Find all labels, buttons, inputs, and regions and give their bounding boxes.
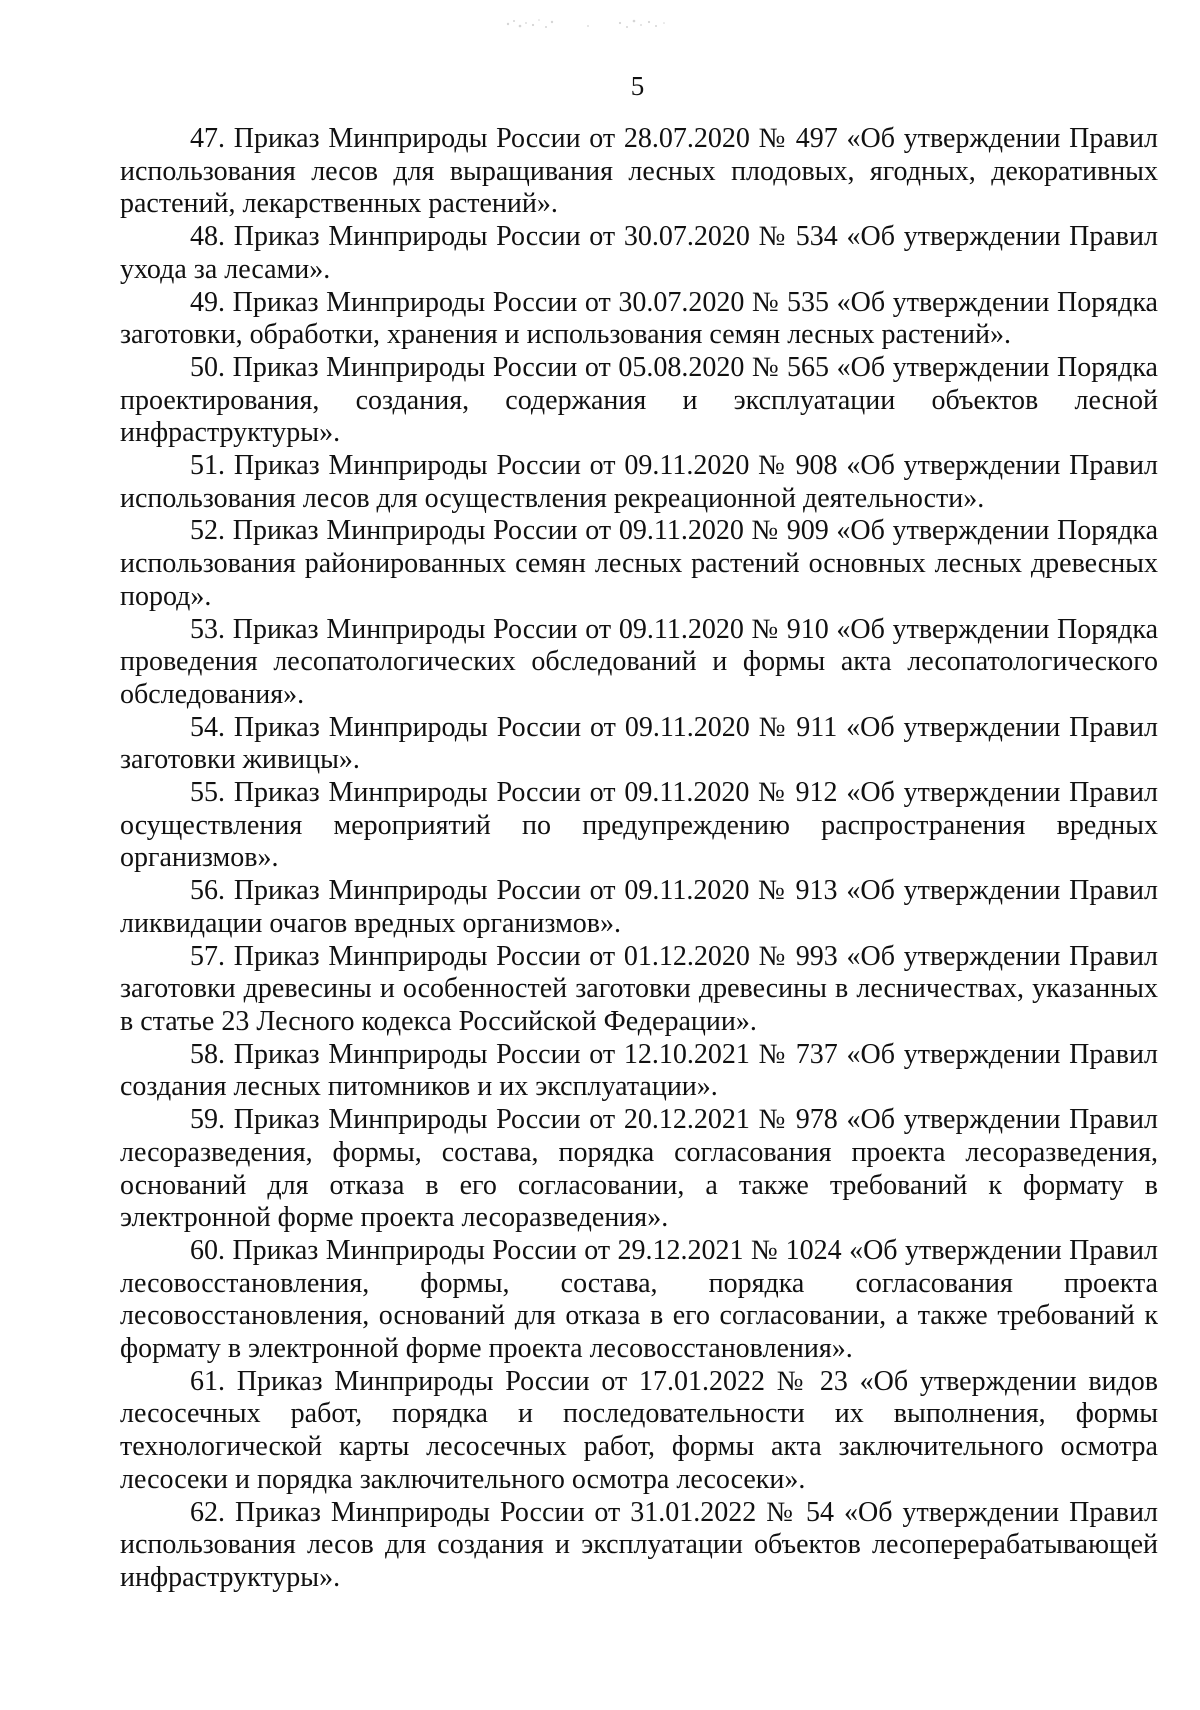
list-item: 52. Приказ Минприроды России от 09.11.2020 № 909 «Об утверждении Порядка использования районированных семян лесных растений основных лесных древесных пород».	[120, 515, 1158, 612]
list-item: 55. Приказ Минприроды России от 09.11.2020 № 912 «Об утверждении Правил осуществления мероприятий по предупреждению распространения вредных организмов».	[120, 777, 1158, 874]
list-item: 50. Приказ Минприроды России от 05.08.2020 № 565 «Об утверждении Порядка проектирования, создания, содержания и эксплуатации объектов лесной инфраструктуры».	[120, 351, 1158, 449]
list-item: 49. Приказ Минприроды России от 30.07.2020 № 535 «Об утверждении Порядка заготовки, обработки, хранения и использования семян лесных растений».	[120, 286, 1158, 351]
list-item: 51. Приказ Минприроды России от 09.11.2020 № 908 «Об утверждении Правил использования лесов для осуществления рекреационной деятельности».	[120, 450, 1158, 514]
list-item: 61. Приказ Минприроды России от 17.01.2022 № 23 «Об утверждении видов лесосечных работ, порядка и последовательности их выполнения, формы технологической карты лесосечных работ, формы акта заключительного осмотра лесосеки и порядка заключительного осмотра лесосеки».	[120, 1365, 1158, 1495]
list-item: 62. Приказ Минприроды России от 31.01.2022 № 54 «Об утверждении Правил использования лесов для создания и эксплуатации объектов лесоперерабатывающей инфраструктуры».	[120, 1496, 1158, 1593]
list-item: 56. Приказ Минприроды России от 09.11.2020 № 913 «Об утверждении Правил ликвидации очагов вредных организмов».	[120, 875, 1158, 939]
list-item: 57. Приказ Минприроды России от 01.12.2020 № 993 «Об утверждении Правил заготовки древесины и особенностей заготовки древесины в лесничествах, указанных в статье 23 Лесного кодекса Российской Федерации».	[120, 940, 1158, 1037]
list-item: 60. Приказ Минприроды России от 29.12.2021 № 1024 «Об утверждении Правил лесовосстановления, формы, состава, порядка согласования проекта лесовосстановления, оснований для отказа в его согласовании, а также требований к формату в электронной форме проекта лесовосстановления».	[120, 1234, 1158, 1365]
list-item: 54. Приказ Минприроды России от 09.11.2020 № 911 «Об утверждении Правил заготовки живицы».	[120, 711, 1158, 776]
list-item: 53. Приказ Минприроды России от 09.11.2020 № 910 «Об утверждении Порядка проведения лесопатологических обследований и формы акта лесопатологического обследования».	[120, 613, 1158, 710]
scan-noise-mark	[500, 14, 680, 36]
list-item: 47. Приказ Минприроды России от 28.07.2020 № 497 «Об утверждении Правил использования лесов для выращивания лесных плодовых, ягодных, декоративных растений, лекарственных растений».	[120, 123, 1158, 220]
document-body	[120, 123, 1158, 1595]
list-item: 48. Приказ Минприроды России от 30.07.2020 № 534 «Об утверждении Правил ухода за лесами».	[120, 221, 1158, 285]
list-item: 58. Приказ Минприроды России от 12.10.2021 № 737 «Об утверждении Правил создания лесных питомников и их эксплуатации».	[120, 1038, 1158, 1103]
page-number: 5	[630, 71, 645, 101]
list-item: 59. Приказ Минприроды России от 20.12.2021 № 978 «Об утверждении Правил лесоразведения, формы, состава, порядка согласования проекта лесоразведения, оснований для отказа в его согласовании, а также требований к формату в электронной форме проекта лесоразведения».	[120, 1104, 1158, 1234]
